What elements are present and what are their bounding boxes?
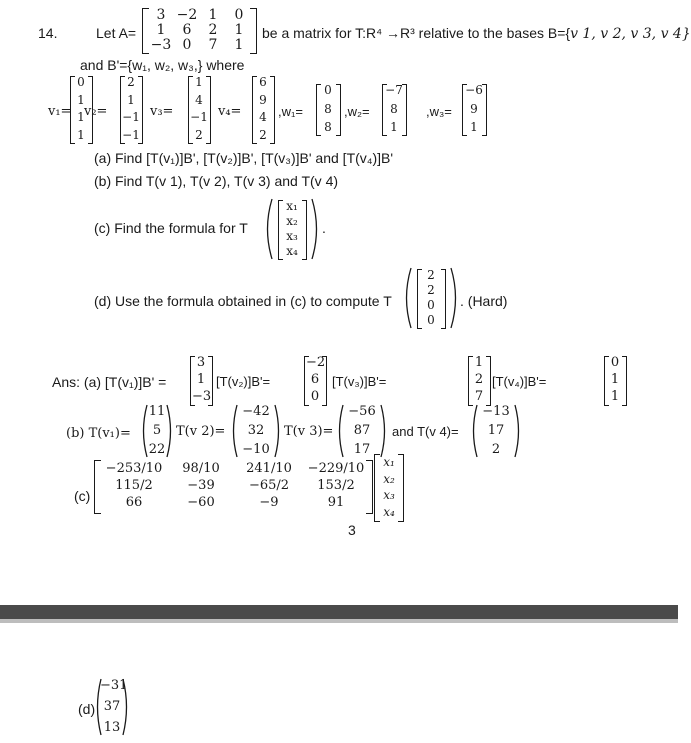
w3-vector-entry: 1 (470, 120, 478, 134)
ans-a-tv3-entry: 2 (474, 372, 484, 387)
ans-a-tv2-entry: −2 (306, 355, 326, 370)
v2-vector-entry: −1 (122, 127, 140, 142)
w3-vector (464, 84, 484, 134)
w2-vector (384, 84, 404, 134)
v-label-4: v₄= (218, 104, 242, 119)
ans-b-tv3-entry: 87 (353, 423, 371, 438)
ans-c-x-entry: x₂ (383, 471, 395, 486)
answer-c-right-bracket (366, 460, 373, 514)
part-d-input-vector-entry: 0 (427, 313, 435, 327)
w2-vector-right-bracket (402, 84, 407, 136)
page-separator-shadow (0, 619, 678, 623)
let-a-label: Let A= (96, 25, 137, 41)
v1-vector-entry: 1 (77, 110, 85, 125)
v-label-3: v₃= (150, 104, 174, 119)
and-b-prime-line: and B'={w₁, w₂, w₃,} where (80, 57, 245, 73)
answer-c-matrix (100, 462, 380, 512)
w1-vector (318, 84, 338, 134)
ans-c-entry: −9 (259, 495, 279, 510)
answer-b-label: (b) T(v₁)= (66, 426, 131, 441)
ans-d-result-entry: −31 (100, 678, 128, 693)
ans-a-label-3: [T(v₃)]B'= (332, 374, 387, 389)
w1-vector-right-bracket (336, 84, 341, 136)
v4-vector-entry: 6 (259, 75, 267, 89)
matrix-a (148, 8, 252, 52)
v4-vector-entry: 2 (259, 127, 267, 142)
ans-b-and: and T(v 4)= (392, 424, 459, 439)
ans-b-tv1-entry: 5 (152, 423, 162, 438)
ans-c-entry: 98/10 (182, 461, 220, 476)
w-label-3: ,w₃= (426, 104, 452, 119)
matrix-a-entry: 6 (182, 22, 192, 38)
ans-c-entry: −229/10 (307, 461, 365, 476)
ans-a-label-4: [T(v₄)]B'= (492, 374, 547, 389)
ans-c-entry: 115/2 (115, 478, 153, 493)
ans-a-tv4-entry: 1 (610, 389, 620, 404)
matrix-a-entry: 3 (156, 7, 166, 23)
ans-a-tv3-right-bracket (486, 356, 491, 406)
ans-a-tv4-entry: 1 (610, 372, 620, 387)
part-d: (d) Use the formula obtained in (c) to compute T (94, 293, 392, 309)
matrix-a-entry: 7 (208, 37, 218, 53)
answer-a-vectors (190, 356, 670, 406)
matrix-a-entry: 1 (234, 37, 244, 53)
ans-c-entry: 91 (327, 495, 345, 510)
v3-vector-entry: 4 (195, 92, 203, 107)
ans-a-tv1-entry: 3 (196, 355, 206, 370)
matrix-a-entry: 0 (182, 37, 192, 53)
part-d-end: . (Hard) (460, 293, 508, 309)
ans-c-entry: −65/2 (248, 478, 290, 493)
ans-a-label-2: [T(v₂)]B'= (216, 374, 271, 389)
part-d-input-vector-right-bracket (441, 269, 446, 329)
part-c-x-vector-entry: x₁ (286, 199, 298, 213)
ans-c-x-entry: x₁ (383, 455, 395, 469)
v2-vector-entry: 2 (127, 75, 135, 89)
ans-c-entry: −253/10 (105, 461, 163, 476)
ans-a-tv3-entry: 1 (474, 355, 484, 370)
answer-c-vector (379, 455, 399, 519)
ans-b-tv1-entry: 22 (148, 442, 166, 457)
ans-a-tv3-entry: 7 (474, 389, 484, 404)
v4-vector-right-bracket (270, 76, 275, 144)
ans-c-entry: 153/2 (317, 478, 355, 493)
v4-vector-entry: 4 (259, 110, 267, 125)
matrix-a-entry: 1 (208, 7, 218, 23)
v3-vector-entry: 2 (195, 127, 203, 142)
part-c-end: . (322, 220, 326, 236)
v1-vector-entry: 0 (77, 75, 85, 89)
ans-b-tv3 (342, 405, 382, 457)
ans-b-tv2 (236, 405, 276, 457)
answer-d-label: (d) (78, 701, 96, 717)
answer-a-label: Ans: (a) [T(v₁)]B' = (52, 374, 167, 390)
part-a: (a) Find [T(v₁)]B', [T(v₂)]B', [T(v₃)]B' and [T(v₄)]B' (94, 150, 394, 166)
answer-c-vec-right-bracket (398, 454, 404, 522)
ans-b-tv4-entry: 2 (491, 442, 501, 457)
ans-a-tv1-entry: 1 (196, 372, 206, 387)
ans-a-tv1-right-bracket (208, 356, 213, 406)
ans-c-x-entry: x₃ (383, 488, 395, 503)
part-c-x-vector-entry: x₂ (286, 214, 298, 228)
ans-b-tv2-entry: 32 (247, 423, 265, 438)
ans-c-entry: −39 (187, 478, 215, 493)
ans-d-result (100, 678, 128, 735)
ans-a-tv2-right-bracket (322, 356, 327, 406)
ans-b-tv3-entry: −56 (348, 404, 376, 419)
ans-a-tv2-entry: 0 (310, 389, 320, 404)
w1-vector-entry: 8 (324, 120, 332, 134)
v2-vector-right-bracket (138, 76, 143, 144)
part-c-x-vector (280, 200, 304, 258)
ans-b-tv4-entry: −13 (482, 404, 510, 419)
ans-b-label-2: T(v 2)= (176, 424, 226, 439)
ans-b-tv1 (146, 405, 168, 457)
part-d-vector (401, 267, 461, 329)
part-b: (b) Find T(v 1), T(v 2), T(v 3) and T(v 4) (94, 173, 339, 189)
v3-vector-entry: 1 (195, 75, 203, 89)
w-label-2: ,w₂= (344, 104, 370, 119)
ans-c-entry: 66 (125, 495, 143, 510)
page-number: 3 (348, 522, 356, 538)
page-separator (0, 605, 678, 619)
ans-b-tv4-entry: 17 (487, 423, 505, 438)
v-label-1: v₁= (48, 104, 72, 119)
matrix-a-entry: −3 (150, 37, 172, 53)
w3-vector-entry: 9 (470, 101, 478, 116)
ans-b-tv4 (476, 405, 516, 457)
matrix-a-entry: 1 (156, 22, 166, 38)
v2-vector-entry: −1 (122, 110, 140, 125)
w3-vector-right-bracket (482, 84, 487, 136)
part-d-input-vector-entry: 0 (427, 298, 435, 312)
answer-b-vectors (140, 402, 660, 460)
v4-vector-entry: 9 (259, 92, 267, 107)
part-c-x-vector-right-bracket (302, 200, 307, 260)
answer-c-label: (c) (74, 488, 91, 504)
w1-vector-entry: 0 (324, 83, 332, 97)
ans-a-tv1-entry: −3 (192, 389, 212, 404)
ans-d-result-entry: 37 (103, 699, 121, 714)
part-d-input-vector-entry: 2 (427, 283, 435, 297)
ans-c-x-entry: x₄ (383, 504, 395, 519)
matrix-a-right-bracket (250, 8, 257, 54)
ans-b-tv3-entry: 17 (353, 442, 371, 457)
problem-number: 14. (38, 25, 58, 41)
answer-d-vector (94, 678, 134, 738)
w1-vector-entry: 8 (324, 101, 332, 116)
v3-vector-entry: −1 (190, 110, 208, 125)
v1-vector-entry: 1 (77, 127, 85, 142)
ans-b-label-3: T(v 3)= (284, 424, 334, 439)
w2-vector-entry: −7 (385, 83, 403, 97)
part-c-x-vector-entry: x₃ (286, 229, 298, 243)
v-label-2: v₂= (84, 104, 108, 119)
matrix-a-entry: 2 (208, 22, 218, 38)
matrix-a-entry: −2 (176, 7, 198, 23)
w-label-1: ,w₁= (278, 104, 303, 119)
v2-vector-entry: 1 (127, 92, 135, 107)
part-c-x-vector-entry: x₄ (286, 244, 298, 258)
ans-c-x-vector (379, 455, 399, 519)
part-d-input-vector (419, 269, 443, 327)
ans-c-entry: −60 (187, 495, 215, 510)
w2-vector-entry: 8 (390, 101, 398, 116)
ans-d-result-entry: 13 (103, 720, 121, 735)
basis-vectors-row (48, 74, 668, 144)
ans-c-grid (100, 462, 380, 510)
part-d-input-vector-entry: 2 (427, 268, 435, 282)
matrix-a-entry: 1 (234, 22, 244, 38)
ans-c-entry: 241/10 (246, 461, 292, 476)
ans-b-tv2-entry: −10 (242, 442, 270, 457)
part-c: (c) Find the formula for T (94, 220, 248, 236)
ans-a-tv4-right-bracket (622, 356, 627, 406)
text-after-a: be a matrix for T:R⁴ →R³ relative to the bases B={v 1, v 2, v 3, v 4} (262, 25, 691, 42)
v1-vector-entry: 1 (77, 92, 85, 107)
v3-vector-right-bracket (206, 76, 211, 144)
matrix-a-entry: 0 (234, 7, 244, 23)
ans-b-tv1-entry: 11 (148, 404, 166, 419)
w2-vector-entry: 1 (390, 120, 398, 134)
w3-vector-entry: −6 (465, 83, 483, 97)
ans-a-tv2-entry: 6 (310, 372, 320, 387)
ans-a-tv4-entry: 0 (610, 355, 620, 370)
part-c-vector (262, 198, 322, 260)
ans-b-tv2-entry: −42 (242, 404, 270, 419)
